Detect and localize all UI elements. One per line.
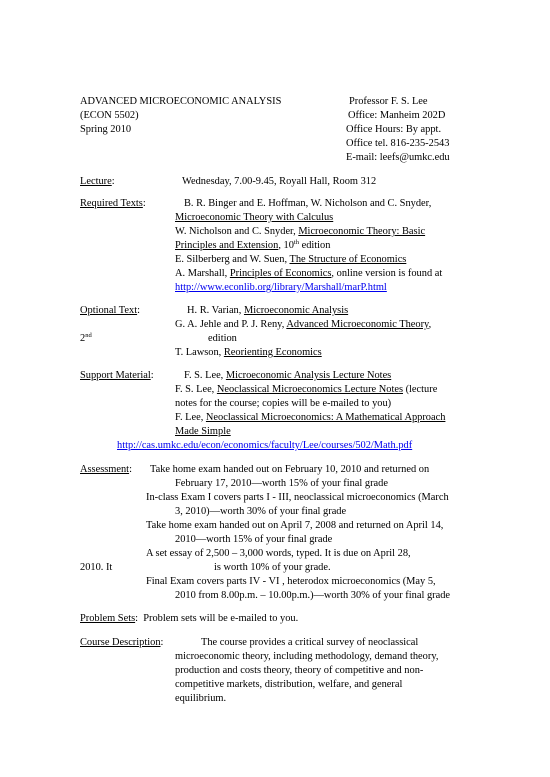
optional-text-3: T. Lawson, Reorienting Economics [175, 347, 322, 358]
assessment-item-4-cont-b: is worth 10% of your grade. [214, 562, 331, 573]
assessment-label: Assessment: [80, 464, 132, 475]
support-material-1: F. S. Lee, Microeconomic Analysis Lecture Notes [184, 370, 392, 381]
support-material-3: F. Lee, Neoclassical Microeconomics: A Mathematical Approach [175, 412, 446, 423]
course-description-5: equilibrium. [175, 693, 227, 704]
optional-text-2: G. A. Jehle and P. J. Reny, Advanced Microeconomic Theory, [175, 319, 432, 330]
lecture-details: Wednesday, 7.00-9.45, Royall Hall, Room 312 [182, 176, 377, 187]
problem-sets: Problem Sets: Problem sets will be e-mailed to you. [80, 613, 299, 624]
assessment-item-4: A set essay of 2,500 – 3,000 words, typed. It is due on April 28, [146, 548, 411, 559]
assessment-item-1-cont: February 17, 2010—worth 15% of your final grade [175, 478, 388, 489]
assessment-item-5: Final Exam covers parts IV - VI , heterodox microeconomics (May 5, [146, 576, 436, 587]
marshall-link[interactable]: http://www.econlib.org/library/Marshall/marP.html [175, 282, 387, 293]
assessment-item-5-cont: 2010 from 8.00p.m. – 10.00p.m.)—worth 30% of your final grade [175, 590, 451, 601]
professor-name: Professor F. S. Lee [349, 96, 428, 107]
optional-text-2-edition: edition [208, 333, 237, 344]
required-text-4: A. Marshall, Principles of Economics, online version is found at [175, 268, 443, 279]
math-notes-link[interactable]: http://cas.umkc.edu/econ/economics/faculty/Lee/courses/502/Math.pdf [117, 440, 413, 451]
assessment-item-2-cont: 3, 2010)—worth 30% of your final grade [175, 506, 347, 517]
course-number: (ECON 5502) [80, 110, 139, 121]
support-material-2-cont: notes for the course; copies will be e-mailed to you) [175, 398, 392, 409]
office-hours: Office Hours: By appt. [346, 124, 442, 135]
optional-text-2-edition-num: 2nd [80, 332, 92, 344]
required-text-1-title: Microeconomic Theory with Calculus [175, 212, 334, 223]
office-phone: Office tel. 816-235-2543 [346, 138, 450, 149]
course-description-4: competitive markets, distribution, welfare, and general [175, 679, 403, 690]
office-location: Office: Manheim 202D [348, 110, 446, 121]
support-material-label: Support Material: [80, 370, 154, 381]
course-description-1: The course provides a critical survey of neoclassical [201, 637, 419, 648]
email: E-mail: leefs@umkc.edu [346, 152, 450, 163]
required-text-3: E. Silberberg and W. Suen, The Structure of Economics [175, 254, 407, 265]
assessment-item-4-cont-a: 2010. It [80, 562, 113, 573]
support-material-2: F. S. Lee, Neoclassical Microeconomics Lecture Notes (lecture [175, 384, 438, 395]
course-term: Spring 2010 [80, 124, 132, 135]
required-text-2-cont: Principles and Extension, 10th edition [175, 239, 331, 251]
lecture-label: Lecture: [80, 176, 115, 187]
support-material-3-cont: Made Simple [175, 426, 231, 437]
optional-text-label: Optional Text: [80, 305, 140, 316]
assessment-item-1: Take home exam handed out on February 10, 2010 and returned on [150, 464, 430, 475]
course-description-2: microeconomic theory, including methodology, demand theory, [175, 651, 439, 662]
optional-text-1: H. R. Varian, Microeconomic Analysis [187, 305, 349, 316]
assessment-item-3: Take home exam handed out on April 7, 2008 and returned on April 14, [146, 520, 444, 531]
assessment-item-3-cont: 2010—worth 15% of your final grade [175, 534, 333, 545]
required-text-1: B. R. Binger and E. Hoffman, W. Nicholson and C. Snyder, [184, 198, 432, 209]
course-description-3: production and costs theory, theory of competitive and non- [175, 665, 424, 676]
course-title: ADVANCED MICROECONOMIC ANALYSIS [80, 96, 282, 107]
course-description-label: Course Description: [80, 637, 164, 648]
assessment-item-2: In-class Exam I covers parts I - III, neoclassical microeconomics (March [146, 492, 449, 503]
required-text-2: W. Nicholson and C. Snyder, Microeconomic Theory: Basic [175, 226, 426, 237]
required-texts-label: Required Texts: [80, 198, 146, 209]
